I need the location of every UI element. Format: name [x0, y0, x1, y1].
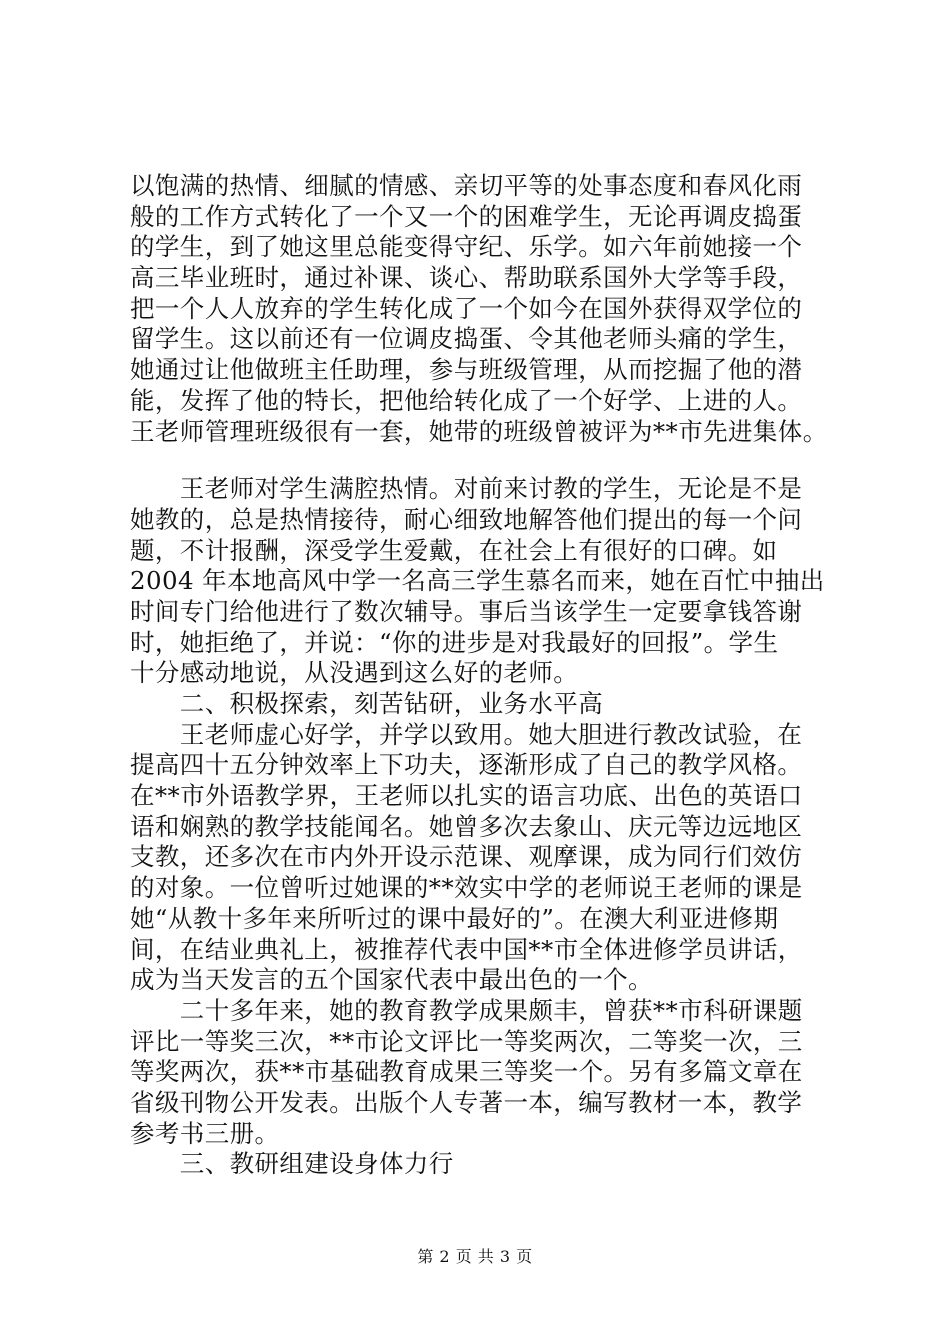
text-line: 她“从教十多年来所听过的课中最好的”。在澳大利亚进修期 — [130, 903, 779, 933]
text-line: 她通过让他做班主任助理，参与班级管理，从而挖掘了他的潜 — [130, 355, 803, 385]
text-line: 时间专门给他进行了数次辅导。事后当该学生一定要拿钱答谢 — [130, 596, 803, 626]
text-line: 般的工作方式转化了一个又一个的困难学生，无论再调皮捣蛋 — [130, 201, 803, 231]
text-line: 的对象。一位曾听过她课的**效实中学的老师说王老师的课是 — [130, 873, 803, 903]
text-line: 十分感动地说，从没遇到这么好的老师。 — [130, 658, 579, 688]
text-line: 她教的，总是热情接待，耐心细致地解答他们提出的每一个问 — [130, 504, 803, 534]
document-body — [130, 171, 840, 1180]
text-line: 提高四十五分钟效率上下功夫，逐渐形成了自己的教学风格。 — [130, 750, 803, 780]
paragraph-class-management — [130, 171, 840, 447]
text-line: 题，不计报酬，深受学生爱戴，在社会上有很好的口碑。如 — [130, 535, 778, 565]
section-heading: 三、教研组建设身体力行 — [130, 1149, 454, 1179]
text-line: 能，发挥了他的特长，把他给转化成了一个好学、上进的人。 — [130, 385, 803, 415]
text-line: 成为当天发言的五个国家代表中最出色的一个。 — [130, 965, 653, 995]
text-line: 的学生，到了她这里总能变得守纪、乐学。如六年前她接一个 — [130, 232, 803, 262]
paragraph-spacer — [130, 447, 840, 474]
text-line: 等奖两次，获**市基础教育成果三等奖一个。另有多篇文章在 — [130, 1057, 803, 1087]
text-line: 留学生。这以前还有一位调皮捣蛋、令其他老师头痛的学生， — [130, 324, 803, 354]
text-line: 王老师对学生满腔热情。对前来讨教的学生，无论是不是 — [130, 474, 803, 504]
text-line: 间，在结业典礼上，被推荐代表中国**市全体进修学员讲话， — [130, 934, 803, 964]
section-heading: 二、积极探索，刻苦钻研，业务水平高 — [130, 689, 604, 718]
text-line: 在**市外语教学界，王老师以扎实的语言功底、出色的英语口 — [130, 781, 803, 811]
paragraph-enthusiasm — [130, 474, 840, 689]
text-line: 参考书三册。 — [130, 1118, 280, 1148]
page-number-footer: 第 2 页 共 3 页 — [417, 1247, 533, 1266]
text-line: 省级刊物公开发表。出版个人专著一本，编写教材一本，教学 — [130, 1087, 803, 1117]
text-line: 王老师虚心好学，并学以致用。她大胆进行教改试验，在 — [130, 719, 803, 749]
text-line: 二十多年来，她的教育教学成果颇丰，曾获**市科研课题 — [130, 995, 803, 1025]
text-line: 评比一等奖三次，**市论文评比一等奖两次，二等奖一次，三 — [130, 1026, 803, 1056]
text-line: 时，她拒绝了，并说：“你的进步是对我最好的回报”。学生 — [130, 627, 779, 657]
paragraph-achievements — [130, 996, 840, 1149]
text-line: 语和娴熟的教学技能闻名。她曾多次去象山、庆元等边远地区 — [130, 811, 803, 841]
paragraph-teaching-style — [130, 720, 840, 996]
text-line: 支教，还多次在市内外开设示范课、观摩课，成为同行们效仿 — [130, 842, 803, 872]
text-line: 2004 年本地高风中学一名高三学生慕名而来，她在百忙中抽出 — [130, 566, 825, 596]
text-line: 王老师管理班级很有一套，她带的班级曾被评为**市先进集体。 — [130, 416, 828, 446]
text-line: 高三毕业班时，通过补课、谈心、帮助联系国外大学等手段， — [130, 263, 803, 293]
text-line: 把一个人人放弃的学生转化成了一个如今在国外获得双学位的 — [130, 293, 803, 323]
text-line: 以饱满的热情、细腻的情感、亲切平等的处事态度和春风化雨 — [130, 171, 803, 200]
